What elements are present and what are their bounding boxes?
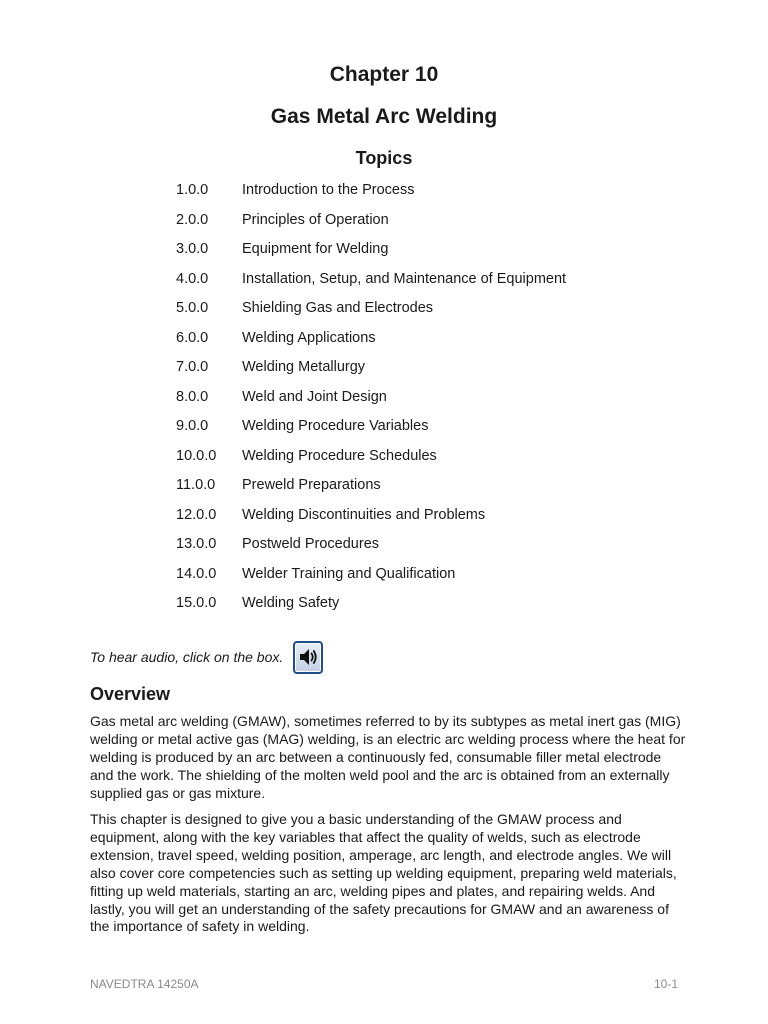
topic-item — [176, 326, 696, 356]
topic-label: Welding Applications — [242, 329, 376, 346]
topic-item — [176, 473, 696, 503]
topic-label: Preweld Preparations — [242, 477, 381, 493]
topic-label: Introduction to the Process — [242, 182, 415, 198]
topic-item — [176, 178, 696, 208]
topic-number: 3.0.0 — [176, 241, 209, 257]
topic-item — [176, 532, 696, 562]
document-title: Gas Metal Arc Welding — [270, 105, 498, 128]
speaker-icon — [297, 646, 319, 668]
topic-label: Installation, Setup, and Maintenance of Equipment — [242, 270, 567, 287]
topic-number: 8.0.0 — [176, 388, 209, 405]
audio-button[interactable] — [293, 641, 323, 674]
page-footer — [90, 977, 678, 991]
topic-item — [176, 562, 696, 592]
topic-label: Welding Procedure Variables — [242, 418, 429, 434]
topic-item — [176, 414, 696, 444]
topic-label: Postweld Procedures — [242, 536, 380, 552]
topic-number: 15.0.0 — [176, 595, 217, 611]
topic-item — [176, 385, 696, 415]
topic-number: 4.0.0 — [176, 270, 209, 287]
topic-number: 14.0.0 — [176, 565, 217, 582]
topic-item — [176, 503, 696, 533]
topic-item — [176, 237, 696, 267]
page-number: 10-1 — [653, 977, 678, 991]
topic-number: 2.0.0 — [176, 211, 209, 228]
overview-paragraph: Gas metal arc welding (GMAW), sometimes referred to by its subtypes as metal inert gas (MIG) welding or metal active gas (MAG) welding, is an electric arc welding process where the heat for welding is produced by an arc between a continuously fed, consumable filler metal electrode and the work. The shielding of the molten weld pool and the arc is obtained from an externally supplied gas or gas mixture. — [90, 713, 686, 801]
topic-label: Welding Procedure Schedules — [242, 447, 437, 464]
topic-label: Shielding Gas and Electrodes — [242, 300, 434, 316]
topic-item — [176, 355, 696, 385]
overview-heading: Overview — [90, 684, 171, 704]
topics-heading: Topics — [355, 148, 413, 168]
audio-row — [90, 640, 323, 674]
topic-item — [176, 444, 696, 474]
topic-label: Equipment for Welding — [242, 241, 389, 257]
topic-number: 13.0.0 — [176, 536, 217, 552]
audio-prompt: To hear audio, click on the box. — [90, 649, 284, 665]
topic-label: Welding Discontinuities and Problems — [242, 506, 486, 523]
topic-label: Principles of Operation — [242, 211, 389, 228]
topic-number: 11.0.0 — [176, 477, 216, 493]
footer-doc-id: NAVEDTRA 14250A — [90, 977, 199, 991]
topic-number: 6.0.0 — [176, 329, 209, 346]
topic-number: 5.0.0 — [176, 300, 209, 316]
topics-list — [176, 178, 696, 621]
topic-number: 12.0.0 — [176, 506, 217, 523]
topic-item — [176, 267, 696, 297]
topic-number: 10.0.0 — [176, 447, 217, 464]
topic-item — [176, 591, 696, 621]
topic-label: Welding Metallurgy — [242, 359, 366, 375]
topic-item — [176, 296, 696, 326]
topic-number: 7.0.0 — [176, 359, 209, 375]
topic-label: Welder Training and Qualification — [242, 565, 456, 582]
topic-item — [176, 208, 696, 238]
topic-number: 1.0.0 — [176, 182, 209, 198]
topic-label: Weld and Joint Design — [242, 388, 387, 405]
topic-number: 9.0.0 — [176, 418, 209, 434]
chapter-title: Chapter 10 — [329, 63, 439, 86]
topic-label: Welding Safety — [242, 595, 340, 611]
overview-paragraph: This chapter is designed to give you a basic understanding of the GMAW process and equipment, along with the key variables that affect the quality of welds, such as electrode extension, travel speed, welding position, amperage, arc length, and electrode angles. We will also cover core competencies such as setting up welding equipment, preparing weld materials, fitting up weld materials, starting an arc, welding pipes and plates, and repairing welds. And lastly, you will get an understanding of the safety precautions for GMAW and an awareness of the importance of safety in welding. — [90, 811, 677, 935]
